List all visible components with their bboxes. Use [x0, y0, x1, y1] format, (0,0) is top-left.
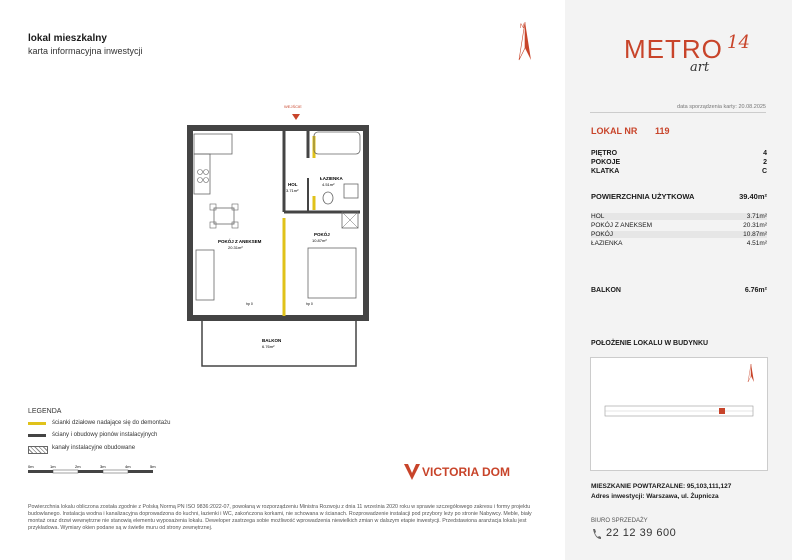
room-row — [591, 240, 767, 247]
building-location-map — [590, 357, 768, 471]
lokal-label: LOKAL NR — [591, 126, 638, 136]
legend-item: kanały instalacyjne obudowane — [52, 445, 136, 451]
klatka-value: C — [761, 168, 767, 175]
footer-disclaimer: Powierzchnia lokalu obliczona została zgodnie z Polską Normą PN ISO 9836:2022-07, powołaną w rozporządzeniu Ministra Rozwoju z dnia 11 września 2020 roku w sprawie szczegółowego zakresu i formy projektu budowlanego. Instalacja wodna i kanalizacyjna doprowadzona do kuchni, łazienki i WC, zakończona korkami, nie schowana w ścianach. Rozprowadzenie instalacji pod przybory leży po stronie Nabywcy. Meble, biały montaż oraz drzwi wewnętrzne nie stanowią elementu wyposażenia lokalu. Deweloper zastrzega sobie możliwość wprowadzenia niewielkich zmian w dalszym etapie inwestycji. Przedstawiona aranżacja lokalu jest przykładowa. Wymiary okien podane są w świetle muru od strony zewnętrznej. — [28, 504, 532, 532]
scale-tick: 1m — [50, 464, 56, 469]
developer-logo: VICTORIA DOM — [422, 465, 511, 479]
row-klatka — [591, 168, 767, 175]
building-plan-thumbnail — [591, 358, 767, 470]
metro-logo: METRO — [624, 34, 723, 64]
room-area: 20.31m² — [743, 222, 767, 229]
row-pietro — [591, 150, 767, 157]
scale-tick: 2m — [75, 464, 81, 469]
legend-swatch-walls — [28, 434, 46, 437]
legend-swatch-channels — [28, 446, 48, 454]
room-row — [591, 213, 767, 220]
sales-office-label: BIURO SPRZEDAŻY — [591, 518, 648, 524]
room-area: 3.71m² — [746, 213, 767, 220]
room-name: HOL — [591, 213, 605, 220]
room-row — [591, 231, 767, 238]
metro-logo-art: art — [690, 60, 710, 75]
room-area: 10.87m² — [743, 231, 767, 238]
room-name: ŁAZIENKA — [591, 240, 623, 247]
page-subtitle: karta informacyjna inwestycji — [28, 46, 143, 56]
phone-number[interactable]: 22 12 39 600 — [606, 527, 677, 539]
victoria-dom-logo-icon — [402, 462, 422, 482]
pokoje-value: 2 — [763, 159, 767, 166]
label-balkon: BALKON — [262, 338, 282, 343]
legend-item: ścianki działowe nadające się do demontażu — [52, 420, 171, 426]
hp-label-1: hp 0 — [246, 302, 253, 306]
page-title: lokal mieszkalny — [28, 33, 107, 44]
pow-label: POWIERZCHNIA UŻYTKOWA — [591, 192, 695, 201]
phone-icon — [591, 528, 601, 540]
scale-bar — [28, 463, 178, 477]
area-balkon: 6.76m² — [262, 344, 275, 349]
entrance-label: WEJŚCIE — [284, 104, 302, 109]
room-name: POKÓJ — [591, 231, 614, 238]
metro-logo-number: 14 — [727, 32, 750, 53]
hp-label-2: hp 0 — [306, 302, 313, 306]
row-balkon — [591, 287, 767, 294]
label-hol: HOL — [288, 182, 298, 187]
legend-swatch-removable — [28, 422, 46, 425]
scale-tick: 3m — [100, 464, 106, 469]
pietro-label: PIĘTRO — [591, 150, 618, 157]
legend-item: ściany i obudowy pionów instalacyjnych — [52, 432, 158, 438]
label-pokoj: POKÓJ — [314, 232, 330, 237]
balkon-value: 6.76m² — [744, 287, 767, 294]
area-lazienka: 4.51m² — [322, 182, 335, 187]
floor-plan — [180, 100, 390, 370]
balkon-label: BALKON — [591, 287, 621, 294]
lokal-number: 119 — [655, 126, 670, 136]
pow-value: 39.40m² — [739, 192, 767, 201]
svg-text:N: N — [520, 24, 525, 30]
scale-tick: 4m — [125, 464, 131, 469]
label-lazienka: ŁAZIENKA — [320, 176, 343, 181]
label-pokoj-aneks: POKÓJ Z ANEKSEM — [218, 239, 262, 244]
unit-location-marker — [719, 408, 725, 414]
card-date: data sporządzenia karty: 20.08.2025 — [590, 104, 766, 113]
row-powierzchnia — [591, 192, 767, 201]
area-hol: 3.71m² — [286, 188, 299, 193]
pietro-value: 4 — [763, 150, 767, 157]
north-arrow-icon — [510, 18, 540, 64]
info-panel — [565, 0, 792, 560]
scale-tick: 5m — [150, 464, 156, 469]
location-title: POŁOŻENIE LOKALU W BUDYNKU — [591, 340, 709, 347]
investment-address: Adres inwestycji: Warszawa, ul. Żupnicza — [591, 493, 719, 500]
mieszkanie-powtarzalne: MIESZKANIE POWTARZALNE: 95,103,111,127 — [591, 483, 732, 490]
room-area: 4.51m² — [746, 240, 767, 247]
pokoje-label: POKOJE — [591, 159, 621, 166]
legend-title: LEGENDA — [28, 408, 62, 415]
room-name: POKÓJ Z ANEKSEM — [591, 222, 653, 229]
area-pokoj: 10.87m² — [312, 238, 327, 243]
area-pokoj-aneks: 20.31m² — [228, 245, 243, 250]
scale-tick: 0m — [28, 464, 34, 469]
row-pokoje — [591, 159, 767, 166]
klatka-label: KLATKA — [591, 168, 620, 175]
room-row — [591, 222, 767, 229]
